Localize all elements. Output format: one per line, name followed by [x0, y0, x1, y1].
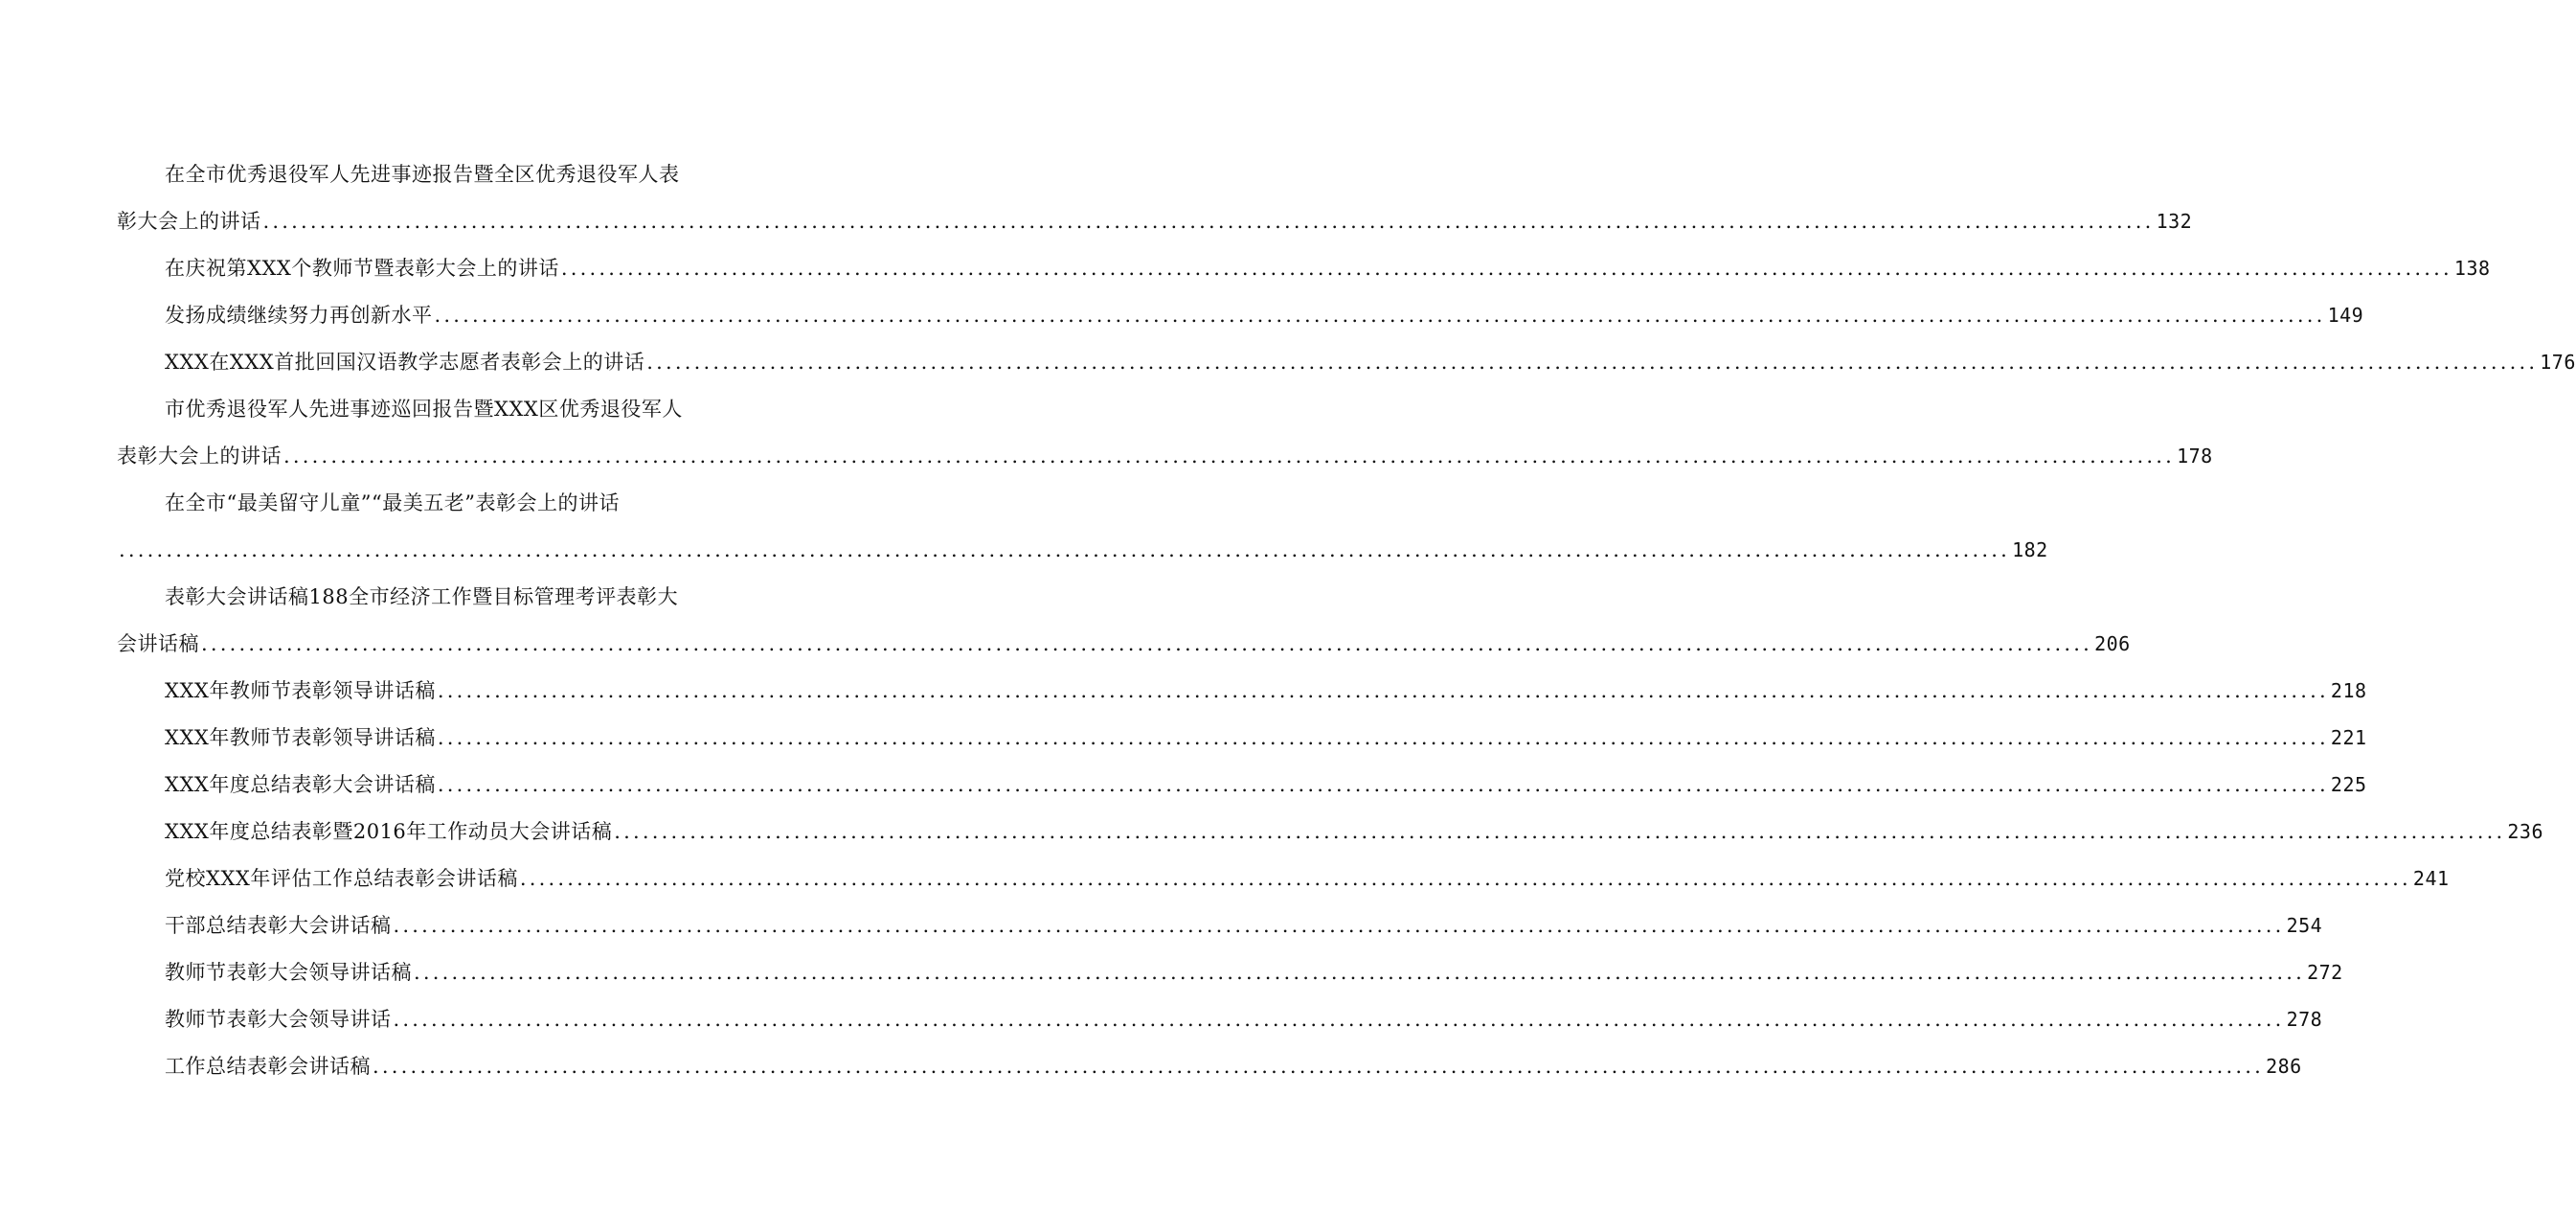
toc-line: 在全市“最美留守儿童”“最美五老”表彰会上的讲话 [165, 491, 620, 514]
toc-line-with-page [165, 253, 2491, 284]
page-number: 206 [2094, 632, 2131, 655]
toc-entry-title: XXX年教师节表彰领导讲话稿 [165, 726, 436, 749]
page-number: 178 [2177, 445, 2213, 468]
page-number: 236 [2507, 820, 2543, 843]
toc-line: 表彰大会讲话稿188全市经济工作暨目标管理考评表彰大 [165, 585, 679, 608]
dot-leader: ........................................................................................................................................................................................................ [201, 632, 2093, 655]
toc-entry-title: 工作总结表彰会讲话稿 [165, 1055, 371, 1078]
dot-leader: ........................................................................................................................................................................................................ [393, 1008, 2285, 1031]
page-number: 138 [2453, 257, 2491, 280]
page-number: 218 [2330, 679, 2367, 702]
toc-line-with-page [165, 1051, 2302, 1082]
toc-line-with-page [117, 441, 2213, 471]
toc-line: 市优秀退役军人先进事迹巡回报告暨XXX区优秀退役军人 [165, 398, 683, 421]
toc-entry-title: 会讲话稿 [117, 632, 199, 655]
toc-line-with-page [165, 300, 2364, 331]
page-number: 132 [2156, 210, 2193, 233]
toc-line-with-page [165, 1004, 2323, 1035]
toc-entry-title: 表彰大会上的讲话 [117, 445, 282, 468]
toc-entry-title: XXX年度总结表彰暨2016年工作动员大会讲话稿 [165, 820, 613, 843]
toc-line: 在全市优秀退役军人先进事迹报告暨全区优秀退役军人表 [165, 163, 680, 186]
toc-line-with-page [165, 957, 2343, 988]
toc-entry-title: 发扬成绩继续努力再创新水平 [165, 304, 433, 327]
page-number: 225 [2330, 773, 2367, 796]
dot-leader: ........................................................................................................................................................................................................ [262, 210, 2155, 233]
toc-entry-title: 党校XXX年评估工作总结表彰会讲话稿 [165, 867, 518, 890]
page-number: 286 [2266, 1055, 2302, 1078]
dot-leader: ........................................................................................................................................................................................................ [393, 914, 2285, 937]
dot-leader: ........................................................................................................................................................................................................ [519, 867, 2411, 890]
page-number: 221 [2330, 726, 2367, 749]
dot-leader: ........................................................................................................................................................................................................ [414, 961, 2306, 984]
page-number: 176 [2540, 351, 2576, 374]
toc-entry-title: 在庆祝第XXX个教师节暨表彰大会上的讲话 [165, 257, 559, 280]
toc-entry-title: 干部总结表彰大会讲话稿 [165, 914, 392, 937]
toc-line-with-page [165, 816, 2543, 847]
toc-entry-title: 教师节表彰大会领导讲话稿 [165, 961, 412, 984]
toc-line-with-page [165, 910, 2323, 941]
toc-line-with-page [165, 347, 2576, 377]
toc-line-with-page [117, 535, 2048, 565]
dot-leader: ........................................................................................................................................................................................................ [437, 726, 2329, 749]
dot-leader: ........................................................................................................................................................................................................ [434, 304, 2326, 327]
page-number: 182 [2012, 538, 2048, 561]
toc-line-with-page [165, 863, 2450, 894]
dot-leader: ........................................................................................................................................................................................................ [437, 679, 2329, 702]
dot-leader: ........................................................................................................................................................................................................ [283, 445, 2176, 468]
page-number: 241 [2412, 867, 2450, 890]
toc-entry-title: XXX年教师节表彰领导讲话稿 [165, 679, 436, 702]
dot-leader: ........................................................................................................................................................................................................ [437, 773, 2329, 796]
dot-leader: ........................................................................................................................................................................................................ [119, 538, 2011, 561]
toc-line-with-page [165, 675, 2367, 706]
toc-line-with-page [117, 206, 2193, 237]
page-number: 254 [2286, 914, 2323, 937]
dot-leader: ........................................................................................................................................................................................................ [373, 1055, 2265, 1078]
toc-entry-title: 彰大会上的讲话 [117, 210, 261, 233]
page-number: 278 [2286, 1008, 2323, 1031]
page-number: 272 [2307, 961, 2343, 984]
dot-leader: ........................................................................................................................................................................................................ [614, 820, 2506, 843]
toc-entry-title: XXX在XXX首批回国汉语教学志愿者表彰会上的讲话 [165, 351, 645, 374]
dot-leader: ........................................................................................................................................................................................................ [560, 257, 2452, 280]
toc-entry-title: XXX年度总结表彰大会讲话稿 [165, 773, 436, 796]
toc-entry-title: 教师节表彰大会领导讲话 [165, 1008, 392, 1031]
toc-line-with-page [165, 769, 2367, 800]
toc-line-with-page [165, 722, 2367, 753]
dot-leader: ........................................................................................................................................................................................................ [646, 351, 2539, 374]
toc-line-with-page [117, 628, 2131, 659]
page-number: 149 [2327, 304, 2364, 327]
